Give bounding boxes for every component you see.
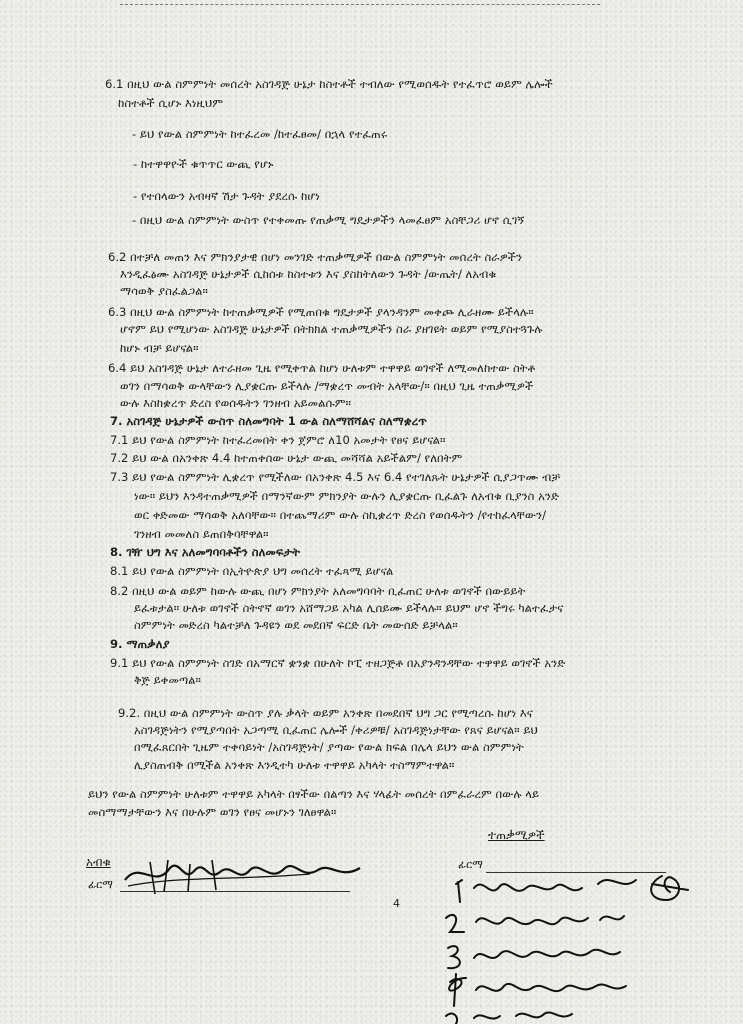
list-item: - የተበላውን አብዛኛ ሽታ ጉዳት ያደረሱ ከሆነ: [133, 189, 320, 203]
paragraph-line: ወገን በማሳወቅ ውላቸውን ሊያቋርጡ ይችላሉ /ማቋረጥ መብት አላቸው/። በዚህ ጊዜ ተጠቃሚዎች: [120, 379, 534, 393]
users-label: ተጠቃሚዎች: [488, 828, 545, 842]
paragraph-line: ማሳወቅ ያስፈልጋል።: [120, 284, 208, 298]
paragraph-line: ወር ቀድመው ማሳወቅ አለባቸው። በተጨማሪም ውሉ ስኪቋረጥ ድረስ የወሰዱትን /የተከፈላቸውን/: [134, 508, 546, 522]
section-heading: 7. አስገዳጅ ሁኔታዎች ውስጥ ስለመግባት 1 ውል ስለማሸሻልና ስለማቋረጥ: [110, 414, 427, 428]
provider-handwritten-signature: [120, 850, 370, 900]
paragraph-line: 7.2 ይህ ውል በአንቀጽ 4.4 ከተጠቀሰው ሁኔታ ውጪ መሻሻል አይችልም/ የለበትም: [110, 451, 463, 465]
provider-label: አብቁ: [86, 855, 111, 869]
paragraph-line: ሆኖም ይህ የሚሆነው አስገዳጅ ሁኔታዎች በትክክል ተጠቃሚዎችን ስራ ያዘገዩት ወይም የሚያስተጓጉሉ: [120, 322, 543, 336]
paragraph-line: 9.1 ይህ የውል ስምምነት ስገድ በአማርኛ ቋንቋ በሁለት ኮፒ ተዘጋጅቶ በአያንዳንዳቸው ተዋዋይ ወገኖች አንድ: [110, 656, 566, 670]
paragraph-line: 7.1 ይህ የውል ስምምነት ከተፈረመበት ቀን ጀምሮ ለ10 አመታት የፀና ይሆናል።: [110, 433, 446, 447]
list-item: - በዚህ ውል ስምምነት ውስጥ የተቀመጡ የጠቃሚ ግዴታዎችን ላመፈፀም አስቸጋሪ ሆኖ ሲገኝ: [132, 213, 525, 227]
paragraph-line: ከስተቶች ሲሆኑ እነዚህም: [118, 96, 224, 110]
paragraph-line: ሊያስጠብቅ በሚችል አንቀጽ እንዲተካ ሁለቱ ተዋዋይ አካላት ተስማምተዋል።: [134, 758, 455, 772]
users-handwritten-signatures: [440, 866, 740, 1024]
paragraph-line: ስምምነት መድረስ ካልተቻለ ጉዳዩን ወደ መደበኛ ፍርድ ቤት መውሰድ ይቻላል።: [134, 618, 458, 632]
paragraph-line: 8.1 ይህ የውል ስምምነት በኢትዮጵያ ህግ መሰረት ተፈጻሚ ይሆናል: [110, 564, 394, 578]
closing-statement: መስማማታቸውን እና በሁሉም ወገን የፀና መሆኑን ገለፀዋል።: [88, 805, 337, 819]
paragraph-line: ውሉ እስከቋረጥ ድረስ የወሰዱትን ገንዘብ አይመልሱም።: [120, 396, 351, 410]
section-heading: 8. ገዥ ህግ እና አለመግባባቶችን ስለመፍታት: [110, 545, 301, 559]
top-edge-line: [120, 4, 600, 5]
paragraph-line: ከሆኑ ብቻ ይሆናል።: [120, 341, 199, 355]
paragraph-line: ይፈቱታል። ሁለቱ ወገኖች ስትኖኛ ወገን አሸማጋይ አካል ሊሰይሙ ይችላሉ። ይህም ሆኖ ችግሩ ካልተፈታና: [134, 601, 564, 615]
paragraph-line: አስገዳጅነትን የሚያጣበት አጋጣሚ ቢፈጠር ሌሎች /ቀሪዎቹ/ አስገዳጅነታቸው የጸና ይሆናል። ይህ: [134, 723, 538, 737]
closing-statement: ይህን የውል ስምምነት ሁለቱም ተዋዋይ አካላት በፃችው በልጣን እና ሃላፊት መሰረት በምፈራረም በውሉ ላይ: [88, 787, 540, 801]
paragraph-line: እንዲፈፅሙ አስገዳጅ ሁኔታዎች ሲከሰቱ ከስተቱን እና ያስከትለውን ጉዳት /ውጤት/ ለአብቁ: [120, 267, 497, 281]
paragraph-line: 8.2 በዚህ ውል ወይም ከውሉ ውጪ በሆነ ምክንያት አለመግባባት ቢፈጠር ሁለቱ ወገኖች በውይይት: [110, 584, 526, 598]
paragraph-line: ቅጅ ይቀመጣል።: [134, 673, 201, 687]
paragraph-line: 9.2. በዚህ ውል ስምምነት ውስጥ ያሉ ቃላት ወይም አንቀጽ በመደበኛ ህግ ጋር የሚጣረሱ ከሆነ እና: [118, 706, 533, 720]
paragraph-line: 6.4 ይህ አስገዳጅ ሁኔታ ለተራዘመ ጊዜ የሚቀጥል ከሆነ ሁለቱም ተዋዋይ ወገኖች ለሚመለከተው ስትቶ: [108, 361, 536, 375]
paragraph-line: ነው። ይህን እንዳተጠቃሚዎች በማንኛውም ምክንያት ውሉን ሊያቋርጡ ቢፈልጉ ለአብቁ ቢያንስ አንድ: [134, 489, 560, 503]
paragraph-line: ገንዘብ መመለስ ይጠበቅባቸዋል።: [134, 527, 269, 541]
section-heading: 9. ማጠቃለያ: [110, 637, 170, 651]
paragraph-line: 6.1 በዚህ ውል ስምምነት መሰረት አስገዳጅ ሁኔታ ከስተቶች ተብለው የሚወሰዱት የተፈጥሮ ወይም ሌሎች: [105, 77, 553, 91]
paragraph-line: በሚፈጸርበት ጊዜም ተቀባይነት /አስገዳጅነት/ ያጣው የውል ክፍል በሌላ ይህን ውል ስምምነት: [134, 740, 524, 754]
signature-label-right: ፊርማ: [458, 858, 483, 871]
page-number: 4: [393, 897, 400, 910]
list-item: - ከተዋዋዮች ቁጥጥር ውጪ የሆኑ: [133, 157, 274, 171]
paragraph-line: 7.3 ይህ የውል ስምምነት ሊቋረጥ የሚችለው በአንቀጽ 4.5 እና 6.4 የተገለጹት ሁኔታዎች ሲያጋጥሙ ብቻ: [110, 470, 561, 484]
signature-label-left: ፊርማ: [88, 878, 113, 891]
paragraph-line: 6.2 በተቻለ መጠን እና ምክንያታዊ በሆነ መንገድ ተጠቃሚዎች በውል ስምምነት መሰረት ስራዎችን: [108, 250, 523, 264]
paragraph-line: 6.3 በዚህ ውል ስምምነት ከተጠቃሚዎች የሚጠበቁ ግዴታዎች ያላንዳንም መቀጮ ሊራዘሙ ይችላሉ።: [108, 305, 534, 319]
list-item: - ይህ የውል ስምምነት ከተፈረመ /ከተፈፀመ/ በኋላ የተፈጠሩ: [132, 127, 388, 141]
